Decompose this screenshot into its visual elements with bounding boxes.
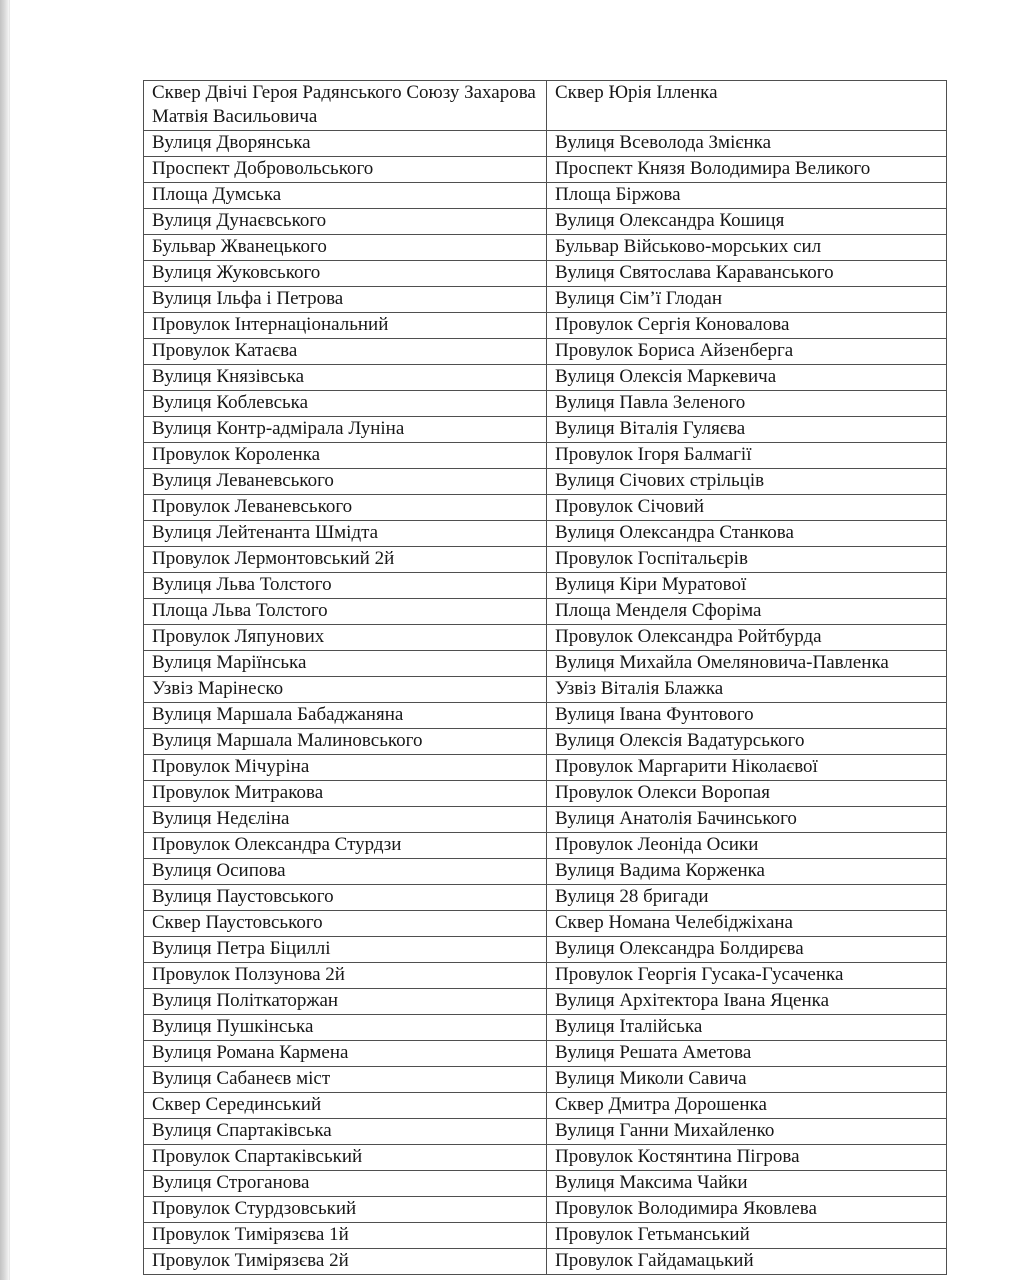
new-name-cell: Узвіз Віталія Блажка xyxy=(547,677,947,703)
table-row xyxy=(144,1145,947,1171)
old-name-cell: Вулиця Петра Біциллі xyxy=(144,937,547,963)
new-name-cell: Вулиця Кіри Муратової xyxy=(547,573,947,599)
table-row xyxy=(144,339,947,365)
old-name-cell: Вулиця Недєліна xyxy=(144,807,547,833)
old-name-cell: Провулок Катаєва xyxy=(144,339,547,365)
table-row xyxy=(144,1093,947,1119)
table-row xyxy=(144,131,947,157)
old-name-cell: Провулок Тимірязєва 2й xyxy=(144,1249,547,1275)
old-name-cell: Вулиця Жуковського xyxy=(144,261,547,287)
old-name-cell: Провулок Стурдзовський xyxy=(144,1197,547,1223)
old-name-cell: Вулиця Лейтенанта Шмідта xyxy=(144,521,547,547)
table-row xyxy=(144,1041,947,1067)
new-name-cell: Провулок Олекси Воропая xyxy=(547,781,947,807)
table-row xyxy=(144,183,947,209)
table-row xyxy=(144,937,947,963)
new-name-cell: Вулиця Січових стрільців xyxy=(547,469,947,495)
old-name-cell: Вулиця Князівська xyxy=(144,365,547,391)
table-row xyxy=(144,443,947,469)
old-name-cell: Вулиця Романа Кармена xyxy=(144,1041,547,1067)
table-row xyxy=(144,963,947,989)
table-row xyxy=(144,1067,947,1093)
table-row xyxy=(144,885,947,911)
old-name-cell: Провулок Леваневського xyxy=(144,495,547,521)
old-name-cell: Бульвар Жванецького xyxy=(144,235,547,261)
table-row xyxy=(144,391,947,417)
old-name-cell: Провулок Лермонтовський 2й xyxy=(144,547,547,573)
new-name-cell: Вулиця Віталія Гуляєва xyxy=(547,417,947,443)
table-row xyxy=(144,81,947,131)
new-name-cell: Вулиця Олександра Болдирєва xyxy=(547,937,947,963)
new-name-cell: Провулок Олександра Ройтбурда xyxy=(547,625,947,651)
new-name-cell: Вулиця Святослава Караванського xyxy=(547,261,947,287)
table-row xyxy=(144,729,947,755)
table-row xyxy=(144,261,947,287)
new-name-cell: Вулиця Івана Фунтового xyxy=(547,703,947,729)
old-name-cell: Провулок Олександра Стурдзи xyxy=(144,833,547,859)
table-row xyxy=(144,287,947,313)
old-name-cell: Площа Думська xyxy=(144,183,547,209)
new-name-cell: Вулиця 28 бригади xyxy=(547,885,947,911)
new-name-cell: Проспект Князя Володимира Великого xyxy=(547,157,947,183)
new-name-cell: Вулиця Олександра Кошиця xyxy=(547,209,947,235)
new-name-cell: Провулок Гайдамацький xyxy=(547,1249,947,1275)
new-name-cell: Провулок Маргарити Ніколаєвої xyxy=(547,755,947,781)
old-name-cell: Вулиця Контр-адмірала Луніна xyxy=(144,417,547,443)
new-name-cell: Провулок Леоніда Осики xyxy=(547,833,947,859)
old-name-cell: Площа Льва Толстого xyxy=(144,599,547,625)
old-name-cell: Вулиця Строганова xyxy=(144,1171,547,1197)
old-name-cell: Вулиця Льва Толстого xyxy=(144,573,547,599)
new-name-cell: Площа Біржова xyxy=(547,183,947,209)
new-name-cell: Вулиця Олексія Вадатурського xyxy=(547,729,947,755)
old-name-cell: Вулиця Маршала Малиновського xyxy=(144,729,547,755)
table-row xyxy=(144,1223,947,1249)
old-name-cell: Провулок Короленка xyxy=(144,443,547,469)
old-name-cell: Сквер Двічі Героя Радянського Союзу Захарова Матвія Васильовича xyxy=(144,81,547,131)
table-row xyxy=(144,209,947,235)
table-row xyxy=(144,677,947,703)
new-name-cell: Вулиця Михайла Омеляновича-Павленка xyxy=(547,651,947,677)
new-name-cell: Провулок Січовий xyxy=(547,495,947,521)
old-name-cell: Провулок Мічуріна xyxy=(144,755,547,781)
new-name-cell: Вулиця Павла Зеленого xyxy=(547,391,947,417)
table-row xyxy=(144,911,947,937)
new-name-cell: Вулиця Всеволода Змієнка xyxy=(547,131,947,157)
table-row xyxy=(144,755,947,781)
old-name-cell: Вулиця Леваневського xyxy=(144,469,547,495)
old-name-cell: Узвіз Марінеско xyxy=(144,677,547,703)
new-name-cell: Сквер Номана Челебіджіхана xyxy=(547,911,947,937)
old-name-cell: Вулиця Сабанеєв міст xyxy=(144,1067,547,1093)
old-name-cell: Сквер Серединський xyxy=(144,1093,547,1119)
new-name-cell: Провулок Госпітальєрів xyxy=(547,547,947,573)
new-name-cell: Вулиця Сім’ї Глодан xyxy=(547,287,947,313)
new-name-cell: Вулиця Ганни Михайленко xyxy=(547,1119,947,1145)
page-edge-strip xyxy=(0,0,10,1280)
table-row xyxy=(144,417,947,443)
table-row xyxy=(144,1119,947,1145)
old-name-cell: Провулок Ползунова 2й xyxy=(144,963,547,989)
table-row xyxy=(144,807,947,833)
table-row xyxy=(144,235,947,261)
old-name-cell: Вулиця Маріїнська xyxy=(144,651,547,677)
new-name-cell: Вулиця Решата Аметова xyxy=(547,1041,947,1067)
table-row xyxy=(144,495,947,521)
table-row xyxy=(144,313,947,339)
new-name-cell: Вулиця Вадима Корженка xyxy=(547,859,947,885)
table-row xyxy=(144,833,947,859)
new-name-cell: Сквер Дмитра Дорошенка xyxy=(547,1093,947,1119)
table-row xyxy=(144,703,947,729)
new-name-cell: Провулок Володимира Яковлева xyxy=(547,1197,947,1223)
street-rename-table xyxy=(143,80,947,1275)
table-row xyxy=(144,1249,947,1275)
old-name-cell: Вулиця Маршала Бабаджаняна xyxy=(144,703,547,729)
new-name-cell: Провулок Костянтина Пігрова xyxy=(547,1145,947,1171)
new-name-cell: Вулиця Миколи Савича xyxy=(547,1067,947,1093)
table-row xyxy=(144,989,947,1015)
old-name-cell: Провулок Тимірязєва 1й xyxy=(144,1223,547,1249)
new-name-cell: Провулок Гетьманський xyxy=(547,1223,947,1249)
old-name-cell: Провулок Митракова xyxy=(144,781,547,807)
table-row xyxy=(144,1197,947,1223)
old-name-cell: Вулиця Паустовського xyxy=(144,885,547,911)
new-name-cell: Провулок Сергія Коновалова xyxy=(547,313,947,339)
old-name-cell: Сквер Паустовського xyxy=(144,911,547,937)
table-row xyxy=(144,651,947,677)
new-name-cell: Провулок Георгія Гусака-Гусаченка xyxy=(547,963,947,989)
new-name-cell: Бульвар Військово-морських сил xyxy=(547,235,947,261)
new-name-cell: Вулиця Анатолія Бачинського xyxy=(547,807,947,833)
table-row xyxy=(144,625,947,651)
table-row xyxy=(144,599,947,625)
old-name-cell: Вулиця Коблевська xyxy=(144,391,547,417)
new-name-cell: Провулок Ігоря Балмагії xyxy=(547,443,947,469)
new-name-cell: Вулиця Олександра Станкова xyxy=(547,521,947,547)
table-row xyxy=(144,521,947,547)
old-name-cell: Вулиця Політкаторжан xyxy=(144,989,547,1015)
new-name-cell: Вулиця Максима Чайки xyxy=(547,1171,947,1197)
street-table-body xyxy=(144,81,947,1275)
table-row xyxy=(144,365,947,391)
new-name-cell: Вулиця Олексія Маркевича xyxy=(547,365,947,391)
table-row xyxy=(144,573,947,599)
old-name-cell: Провулок Ляпунових xyxy=(144,625,547,651)
old-name-cell: Провулок Спартаківський xyxy=(144,1145,547,1171)
new-name-cell: Вулиця Італійська xyxy=(547,1015,947,1041)
old-name-cell: Вулиця Дворянська xyxy=(144,131,547,157)
table-row xyxy=(144,469,947,495)
old-name-cell: Провулок Інтернаціональний xyxy=(144,313,547,339)
table-row xyxy=(144,1171,947,1197)
old-name-cell: Вулиця Спартаківська xyxy=(144,1119,547,1145)
table-row xyxy=(144,157,947,183)
table-row xyxy=(144,1015,947,1041)
old-name-cell: Вулиця Дунаєвського xyxy=(144,209,547,235)
table-row xyxy=(144,547,947,573)
new-name-cell: Сквер Юрія Ілленка xyxy=(547,81,947,131)
old-name-cell: Вулиця Осипова xyxy=(144,859,547,885)
table-row xyxy=(144,781,947,807)
new-name-cell: Вулиця Архітектора Івана Яценка xyxy=(547,989,947,1015)
old-name-cell: Проспект Добровольського xyxy=(144,157,547,183)
new-name-cell: Провулок Бориса Айзенберга xyxy=(547,339,947,365)
new-name-cell: Площа Менделя Сфоріма xyxy=(547,599,947,625)
old-name-cell: Вулиця Ільфа і Петрова xyxy=(144,287,547,313)
old-name-cell: Вулиця Пушкінська xyxy=(144,1015,547,1041)
table-row xyxy=(144,859,947,885)
